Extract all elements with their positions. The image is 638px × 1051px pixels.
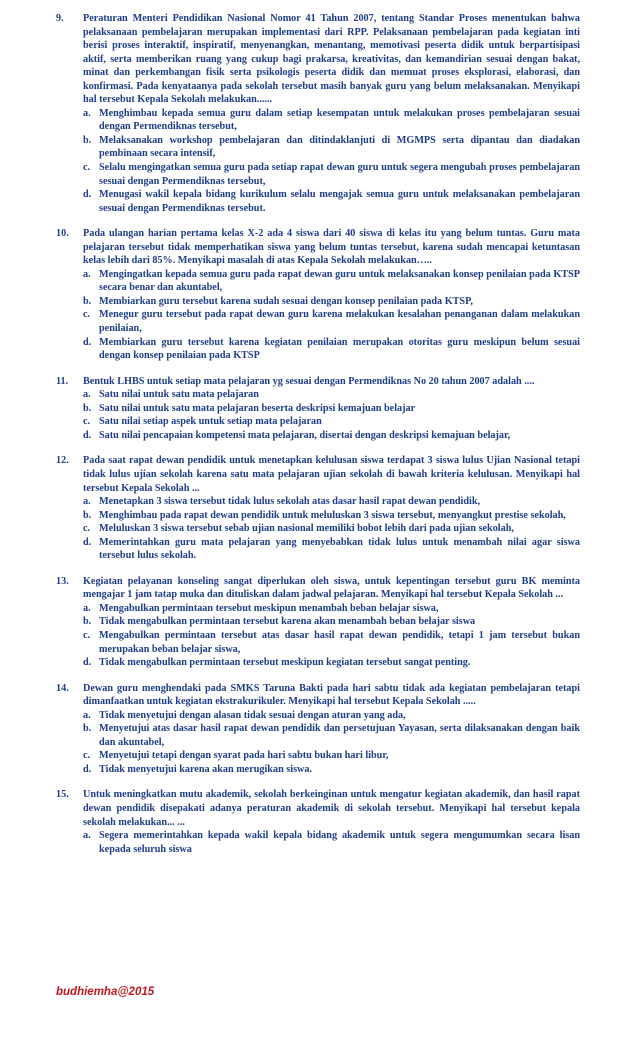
option-text: Menghimbau pada rapat dewan pendidik untuk meluluskan 3 siswa tersebut, menyangkut prestise sekolah, (99, 509, 566, 521)
option-text: Satu nilai setiap aspek untuk setiap mata pelajaran (99, 416, 322, 428)
question-number: 14. (56, 682, 69, 694)
question-item (56, 12, 580, 215)
answer-option (83, 629, 580, 656)
answer-option (83, 161, 580, 188)
answer-option (83, 656, 580, 670)
answer-option (83, 509, 580, 523)
option-text: Mengingatkan kepada semua guru pada rapat dewan guru untuk melaksanakan konsep penilaian pada KTSP secara benar dan akuntabel, (99, 268, 580, 294)
answer-options (83, 388, 580, 442)
answer-option (83, 749, 580, 763)
option-letter: c. (83, 416, 91, 428)
option-letter: c. (83, 309, 91, 321)
question-text: Kegiatan pelayanan konseling sangat diperlukan oleh siswa, untuk kepentingan tersebut guru BK meminta mengajar 1 jam tatap muka dan dituliskan dalam jadwal pelajaran. Menyikapi hal tersebut Kepala Sekolah ... (83, 575, 580, 601)
option-text: Memerintahkan guru mata pelajaran yang menyebabkan tidak lulus untuk menambah nilai agar siswa tersebut lulus sekolah. (99, 536, 580, 562)
option-letter: d. (83, 657, 92, 669)
option-letter: a. (83, 268, 91, 280)
option-letter: b. (83, 509, 92, 521)
answer-option (83, 336, 580, 363)
option-text: Satu nilai pencapaian kompetensi mata pelajaran, disertai dengan deskripsi kemajuan belajar, (99, 429, 511, 441)
question-number: 10. (56, 228, 69, 240)
answer-option (83, 522, 580, 536)
option-letter: d. (83, 336, 92, 348)
option-letter: a. (83, 107, 91, 119)
option-letter: c. (83, 750, 91, 762)
option-text: Membiarkan guru tersebut karena sudah sesuai dengan konsep penilaian pada KTSP, (99, 295, 473, 307)
option-text: Menetapkan 3 siswa tersebut tidak lulus sekolah atas dasar hasil rapat dewan pendidik, (99, 496, 481, 508)
answer-options (83, 602, 580, 670)
answer-option (83, 134, 580, 161)
option-text: Satu nilai untuk satu mata pelajaran beserta deskripsi kemajuan belajar (99, 402, 416, 414)
answer-option (83, 268, 580, 295)
question-item (56, 375, 580, 443)
option-letter: a. (83, 830, 91, 842)
option-letter: c. (83, 523, 91, 535)
question-text: Dewan guru menghendaki pada SMKS Taruna Bakti pada hari sabtu tidak ada kegiatan pembelajaran tetapi dimanfaatkan untuk kegiatan ekstrakurikuler. Menyikapi hal tersebut Kepala Sekolah ..... (83, 682, 580, 708)
option-text: Menyetujui tetapi dengan syarat pada hari sabtu bukan hari libur, (99, 750, 389, 762)
question-number: 12. (56, 455, 69, 467)
option-text: Tidak menyetujui dengan alasan tidak sesuai dengan aturan yang ada, (99, 709, 406, 721)
option-text: Mengabulkan permintaan tersebut atas dasar hasil rapat dewan pendidik, tetapi 1 jam tersebut bukan merupakan beban belajar siswa, (99, 629, 580, 655)
option-letter: a. (83, 496, 91, 508)
option-text: Menugasi wakil kepala bidang kurikulum selalu mengajak semua guru untuk melaksanakan pembelajaran sesuai dengan Permendiknas tersebut. (99, 189, 580, 214)
option-letter: b. (83, 723, 92, 735)
answer-options (83, 709, 580, 777)
option-text: Segera memerintahkan kepada wakil kepala bidang akademik untuk segera mengumumkan secara lisan kepada seluruh siswa (99, 830, 580, 855)
question-text: Pada ulangan harian pertama kelas X-2 ada 4 siswa dari 40 siswa di kelas itu yang belum tuntas. Guru mata pelajaran tersebut tidak memperhatikan siswa yang belum tuntas tersebut, karena sudah mencapai ketuntasan kelas lebih dari 85%. Menyikapi masalah di atas Kepala Sekolah melakukan….. (83, 228, 580, 267)
answer-option (83, 295, 580, 309)
answer-options (83, 107, 580, 215)
option-letter: d. (83, 536, 92, 548)
option-letter: b. (83, 616, 92, 628)
question-item (56, 788, 580, 856)
option-letter: b. (83, 295, 92, 307)
answer-option (83, 388, 580, 402)
question-text: Bentuk LHBS untuk setiap mata pelajaran yg sesuai dengan Permendiknas No 20 tahun 2007 adalah .... (83, 375, 535, 387)
answer-options (83, 495, 580, 563)
option-letter: c. (83, 629, 91, 641)
option-text: Melaksanakan workshop pembelajaran dan ditindaklanjuti di MGMPS serta dipantau dan diadakan pembinaan secara intensif, (99, 134, 580, 160)
question-item (56, 682, 580, 777)
answer-option (83, 308, 580, 335)
question-text: Untuk meningkatkan mutu akademik, sekolah berkeinginan untuk mengatur kegiatan akademik, dan hasil rapat dewan pendidik disepakati adanya peraturan akademik di sekolah tersebut. Menyikapi hal tersebut kepala sekolah melakukan... ... (83, 789, 580, 828)
option-text: Meluluskan 3 siswa tersebut sebab ujian nasional memiliki bobot lebih dari pada ujian sekolah, (99, 523, 514, 535)
option-letter: b. (83, 402, 92, 414)
option-text: Mengabulkan permintaan tersebut meskipun menambah beban belajar siswa, (99, 602, 439, 614)
option-text: Tidak menyetujui karena akan merugikan siswa. (99, 763, 313, 775)
option-text: Membiarkan guru tersebut karena kegiatan penilaian merupakan otoritas guru meskipun belum sesuai dengan konsep penilaian pada KTSP (99, 336, 580, 362)
answer-option (83, 429, 580, 443)
question-item (56, 454, 580, 562)
answer-options (83, 268, 580, 363)
question-text: Peraturan Menteri Pendidikan Nasional Nomor 41 Tahun 2007, tentang Standar Proses menentukan bahwa pelaksanaan pembelajaran merupakan implementasi dari RPP. Pelaksanaan pembelajaran pada kegiatan inti berisi proses interaktif, inspiratif, menyenangkan, menantang, memotivasi peserta didik untuk berpartisipasi aktif, serta memberikan ruang yang cukup bagi prakarsa, kreativitas, dan kemandirian sesuai dengan bakat, minat dan perkembangan fisik serta psikologis peserta didik dan memuat proses eksplorasi, elaborasi, dan konfirmasi. Pada kenyataanya pada sekolah tersebut masih banyak guru yang belum melaksanakan. Menyikapi hal tersebut Kepala Sekolah melakukan...... (83, 13, 580, 106)
option-text: Menghimbau kepada semua guru dalam setiap kesempatan untuk melakukan proses pembelajaran sesuai dengan Permendiknas tersebut, (99, 107, 580, 133)
answer-option (83, 536, 580, 563)
option-text: Tidak mengabulkan permintaan tersebut karena akan menambah beban belajar siswa (99, 616, 476, 628)
answer-option (83, 763, 580, 777)
answer-option (83, 107, 580, 134)
answer-option (83, 602, 580, 616)
question-list (56, 12, 580, 868)
answer-option (83, 615, 580, 629)
answer-option (83, 722, 580, 749)
question-number: 9. (56, 13, 64, 24)
option-letter: b. (83, 134, 92, 146)
answer-option (83, 415, 580, 429)
answer-option (83, 829, 580, 856)
answer-option (83, 402, 580, 416)
question-number: 15. (56, 789, 69, 801)
option-letter: c. (83, 162, 91, 174)
option-text: Selalu mengingatkan semua guru pada setiap rapat dewan guru untuk segera mengubah proses pembelajaran sesuai dengan Permendiknas tersebut, (99, 162, 580, 187)
option-text: Satu nilai untuk satu mata pelajaran (99, 389, 259, 401)
footer-credit: budhiemha@2015 (56, 986, 155, 998)
option-letter: a. (83, 389, 91, 401)
question-number: 11. (56, 375, 69, 387)
option-letter: a. (83, 709, 91, 721)
option-letter: d. (83, 189, 92, 201)
option-letter: a. (83, 602, 91, 614)
answer-option (83, 188, 580, 215)
option-letter: d. (83, 763, 92, 775)
question-item (56, 227, 580, 362)
question-item (56, 575, 580, 670)
answer-options (83, 829, 580, 856)
option-text: Menyetujui atas dasar hasil rapat dewan pendidik dan persetujuan Yayasan, serta dilaksanakan dengan baik dan akuntabel, (99, 723, 580, 748)
question-text: Pada saat rapat dewan pendidik untuk menetapkan kelulusan siswa terdapat 3 siswa lulus Ujian Nasional tetapi tidak lulus ujian sekolah karena satu mata pelajaran ujian sekolah di bawah kriteria kelulusan. Menyikapi hal tersebut Kepala Sekolah ... (83, 455, 580, 494)
question-number: 13. (56, 575, 69, 587)
option-letter: d. (83, 429, 92, 441)
option-text: Tidak mengabulkan permintaan tersebut meskipun kegiatan tersebut sangat penting. (99, 657, 471, 669)
option-text: Menegur guru tersebut pada rapat dewan guru karena melakukan kesalahan penanganan dalam melakukan penilaian, (99, 309, 580, 335)
answer-option (83, 709, 580, 723)
answer-option (83, 495, 580, 509)
